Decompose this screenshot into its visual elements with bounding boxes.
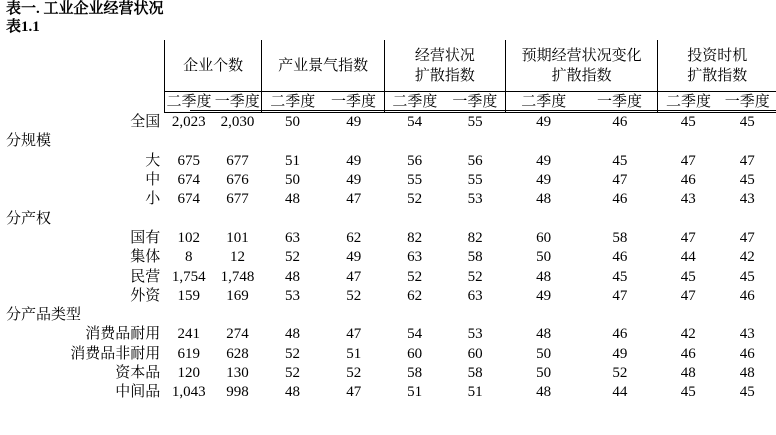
subheader-q2: 二季度	[164, 92, 213, 113]
table-cell: 159	[177, 287, 200, 304]
table-cell: 60	[467, 345, 483, 362]
table-cell: 47	[346, 191, 362, 208]
table-cell: 47	[739, 152, 755, 169]
table-row	[0, 229, 776, 248]
table-cell: 48	[285, 268, 301, 285]
table-cell: 101	[226, 229, 249, 246]
table-cell: 48	[536, 268, 552, 285]
table-cell: 60	[536, 229, 552, 246]
table-cell: 676	[226, 172, 249, 189]
table-cell: 52	[407, 268, 423, 285]
table-cell: 130	[226, 365, 249, 381]
table-cell: 45	[739, 172, 755, 189]
table-cell: 102	[177, 229, 200, 246]
table-cell: 63	[407, 249, 423, 266]
table-cell: 49	[346, 249, 362, 266]
group-header-label: 经营状况 扩散指数	[414, 47, 475, 84]
table-row	[0, 383, 776, 402]
table-cell: 53	[467, 191, 483, 208]
table-cell: 628	[226, 345, 249, 362]
table-cell: 46	[612, 114, 628, 131]
table-cell: 677	[226, 152, 249, 169]
table-cell: 55	[467, 172, 483, 189]
table-cell: 55	[407, 172, 423, 189]
table-cell: 49	[536, 152, 552, 169]
table-cell: 46	[680, 345, 696, 362]
table-cell: 120	[177, 365, 200, 381]
section-row	[0, 132, 776, 151]
table-cell: 998	[226, 384, 249, 401]
table-cell: 45	[739, 114, 755, 131]
table-cell: 52	[346, 365, 362, 381]
table-cell: 48	[739, 365, 755, 381]
table-cell: 46	[739, 287, 755, 304]
table-cell: 50	[536, 365, 552, 381]
table-cell: 46	[612, 191, 628, 208]
table-cell: 47	[612, 287, 628, 304]
table-cell: 2,030	[220, 114, 255, 131]
table-cell: 51	[285, 152, 301, 169]
table-cell: 1,748	[220, 268, 255, 285]
table-cell: 2,023	[171, 114, 206, 131]
table-cell: 82	[467, 229, 483, 246]
table-cell: 48	[680, 365, 696, 381]
table-cell: 45	[680, 268, 696, 285]
row-label: 全国	[130, 113, 161, 130]
table-cell: 48	[536, 384, 552, 401]
table-cell: 58	[467, 365, 483, 381]
subheader-q2: 二季度	[384, 92, 445, 113]
group-header-label: 产业景气指数	[278, 57, 369, 74]
table-cell: 44	[680, 249, 696, 266]
table-cell: 51	[467, 384, 483, 401]
table-cell: 60	[407, 345, 423, 362]
table-cell: 674	[177, 172, 200, 189]
table-row	[0, 325, 776, 344]
table-cell: 50	[285, 172, 301, 189]
group-header-industry-index	[262, 40, 385, 92]
section-row	[0, 209, 776, 228]
table-row	[0, 287, 776, 306]
subheader-q1: 一季度	[718, 92, 776, 113]
table-cell: 48	[285, 191, 301, 208]
table-cell: 53	[285, 287, 301, 304]
table-cell: 51	[407, 384, 423, 401]
table-cell: 52	[346, 287, 362, 304]
row-label: 小	[145, 191, 161, 208]
table-cell: 53	[467, 326, 483, 343]
table-cell: 52	[407, 191, 423, 208]
table-cell: 49	[346, 114, 362, 131]
table-cell: 56	[467, 152, 483, 169]
group-header-label: 投资时机 扩散指数	[687, 47, 748, 84]
section-label: 分规模	[6, 133, 52, 150]
table-cell: 46	[612, 326, 628, 343]
table-row	[0, 248, 776, 267]
table-cell: 45	[612, 268, 628, 285]
table-cell: 52	[612, 365, 628, 381]
table-cell: 1,754	[171, 268, 206, 285]
table-cell: 82	[407, 229, 423, 246]
table-cell: 48	[285, 326, 301, 343]
table-subtitle: 表1.1	[6, 19, 40, 35]
subheader-q1: 一季度	[445, 92, 506, 113]
table-cell: 58	[467, 249, 483, 266]
table-cell: 675	[177, 152, 200, 169]
table-cell: 47	[680, 287, 696, 304]
group-header-label: 企业个数	[183, 57, 244, 74]
subheader-q1: 一季度	[213, 92, 262, 113]
row-label: 民营	[130, 268, 161, 285]
row-label: 消费品非耐用	[70, 345, 161, 362]
table-cell: 50	[536, 345, 552, 362]
row-label: 大	[145, 152, 161, 169]
table-cell: 52	[285, 249, 301, 266]
subheader-q2: 二季度	[505, 92, 581, 113]
table-cell: 54	[407, 326, 423, 343]
table-row	[0, 345, 776, 364]
subheader-q2: 二季度	[658, 92, 719, 113]
table-cell: 58	[407, 365, 423, 381]
section-label: 分产权	[6, 210, 52, 227]
table-body	[0, 113, 776, 403]
row-label: 集体	[130, 249, 161, 266]
table-cell: 49	[536, 287, 552, 304]
table-cell: 49	[612, 345, 628, 362]
table-cell: 47	[612, 172, 628, 189]
subheader-q1: 一季度	[323, 92, 384, 113]
table-row	[0, 113, 776, 133]
table-cell: 47	[680, 229, 696, 246]
table-cell: 49	[536, 114, 552, 131]
table-cell: 45	[612, 152, 628, 169]
table-cell: 47	[346, 268, 362, 285]
table-cell: 62	[346, 229, 362, 246]
table-cell: 674	[177, 191, 200, 208]
subheader-q2: 二季度	[262, 92, 323, 113]
table-cell: 274	[226, 326, 249, 343]
table-cell: 45	[680, 384, 696, 401]
table-cell: 49	[346, 152, 362, 169]
table-cell: 47	[739, 229, 755, 246]
table-cell: 46	[680, 172, 696, 189]
table-cell: 47	[680, 152, 696, 169]
row-label: 中	[145, 172, 161, 189]
table-cell: 49	[346, 172, 362, 189]
table-cell: 47	[346, 384, 362, 401]
table-cell: 12	[230, 249, 245, 266]
table-row	[0, 267, 776, 286]
table-cell: 677	[226, 191, 249, 208]
table-cell: 241	[177, 326, 200, 343]
table-cell: 45	[680, 114, 696, 131]
section-row	[0, 306, 776, 325]
table-cell: 51	[346, 345, 362, 362]
table-cell: 619	[177, 345, 200, 362]
section-label: 分产品类型	[6, 307, 82, 324]
group-header-expected-index	[505, 40, 658, 92]
table-cell: 42	[739, 249, 755, 266]
table-row	[0, 152, 776, 171]
table-cell: 48	[285, 384, 301, 401]
table-title: 表一. 工业企业经营状况	[6, 1, 164, 17]
group-header-operating-index	[384, 40, 505, 92]
table-cell: 63	[285, 229, 301, 246]
group-header-investment-index	[658, 40, 776, 92]
table-cell: 48	[536, 191, 552, 208]
row-label: 国有	[130, 229, 161, 246]
table-cell: 169	[226, 287, 249, 304]
table-cell: 43	[739, 191, 755, 208]
table-cell: 1,043	[171, 384, 206, 401]
table-cell: 46	[612, 249, 628, 266]
row-label: 外资	[130, 287, 161, 304]
table-row	[0, 190, 776, 209]
table-cell: 42	[680, 326, 696, 343]
enterprise-status-table	[0, 40, 776, 402]
table-cell: 50	[285, 114, 301, 131]
table-cell: 8	[184, 249, 193, 266]
row-label: 资本品	[115, 365, 161, 381]
table-cell: 49	[536, 172, 552, 189]
row-label: 中间品	[115, 384, 161, 401]
table-cell: 43	[739, 326, 755, 343]
table-cell: 58	[612, 229, 628, 246]
table-cell: 62	[407, 287, 423, 304]
table-cell: 56	[407, 152, 423, 169]
table-cell: 44	[612, 384, 628, 401]
table-cell: 50	[536, 249, 552, 266]
row-label: 消费品耐用	[85, 326, 161, 343]
group-header-label: 预期经营状况变化 扩散指数	[521, 47, 642, 84]
subheader-q1: 一季度	[582, 92, 658, 113]
table-cell: 45	[739, 384, 755, 401]
table-cell: 55	[467, 114, 483, 131]
header-rule	[190, 110, 776, 111]
table-cell: 48	[536, 326, 552, 343]
table-cell: 46	[739, 345, 755, 362]
table-cell: 54	[407, 114, 423, 131]
table-cell: 45	[739, 268, 755, 285]
table-cell: 52	[467, 268, 483, 285]
table-cell: 47	[346, 326, 362, 343]
table-row	[0, 364, 776, 383]
table-cell: 63	[467, 287, 483, 304]
table-cell: 43	[680, 191, 696, 208]
table-row	[0, 171, 776, 190]
table-cell: 52	[285, 365, 301, 381]
group-header-enterprise-count	[164, 40, 262, 92]
table-cell: 52	[285, 345, 301, 362]
